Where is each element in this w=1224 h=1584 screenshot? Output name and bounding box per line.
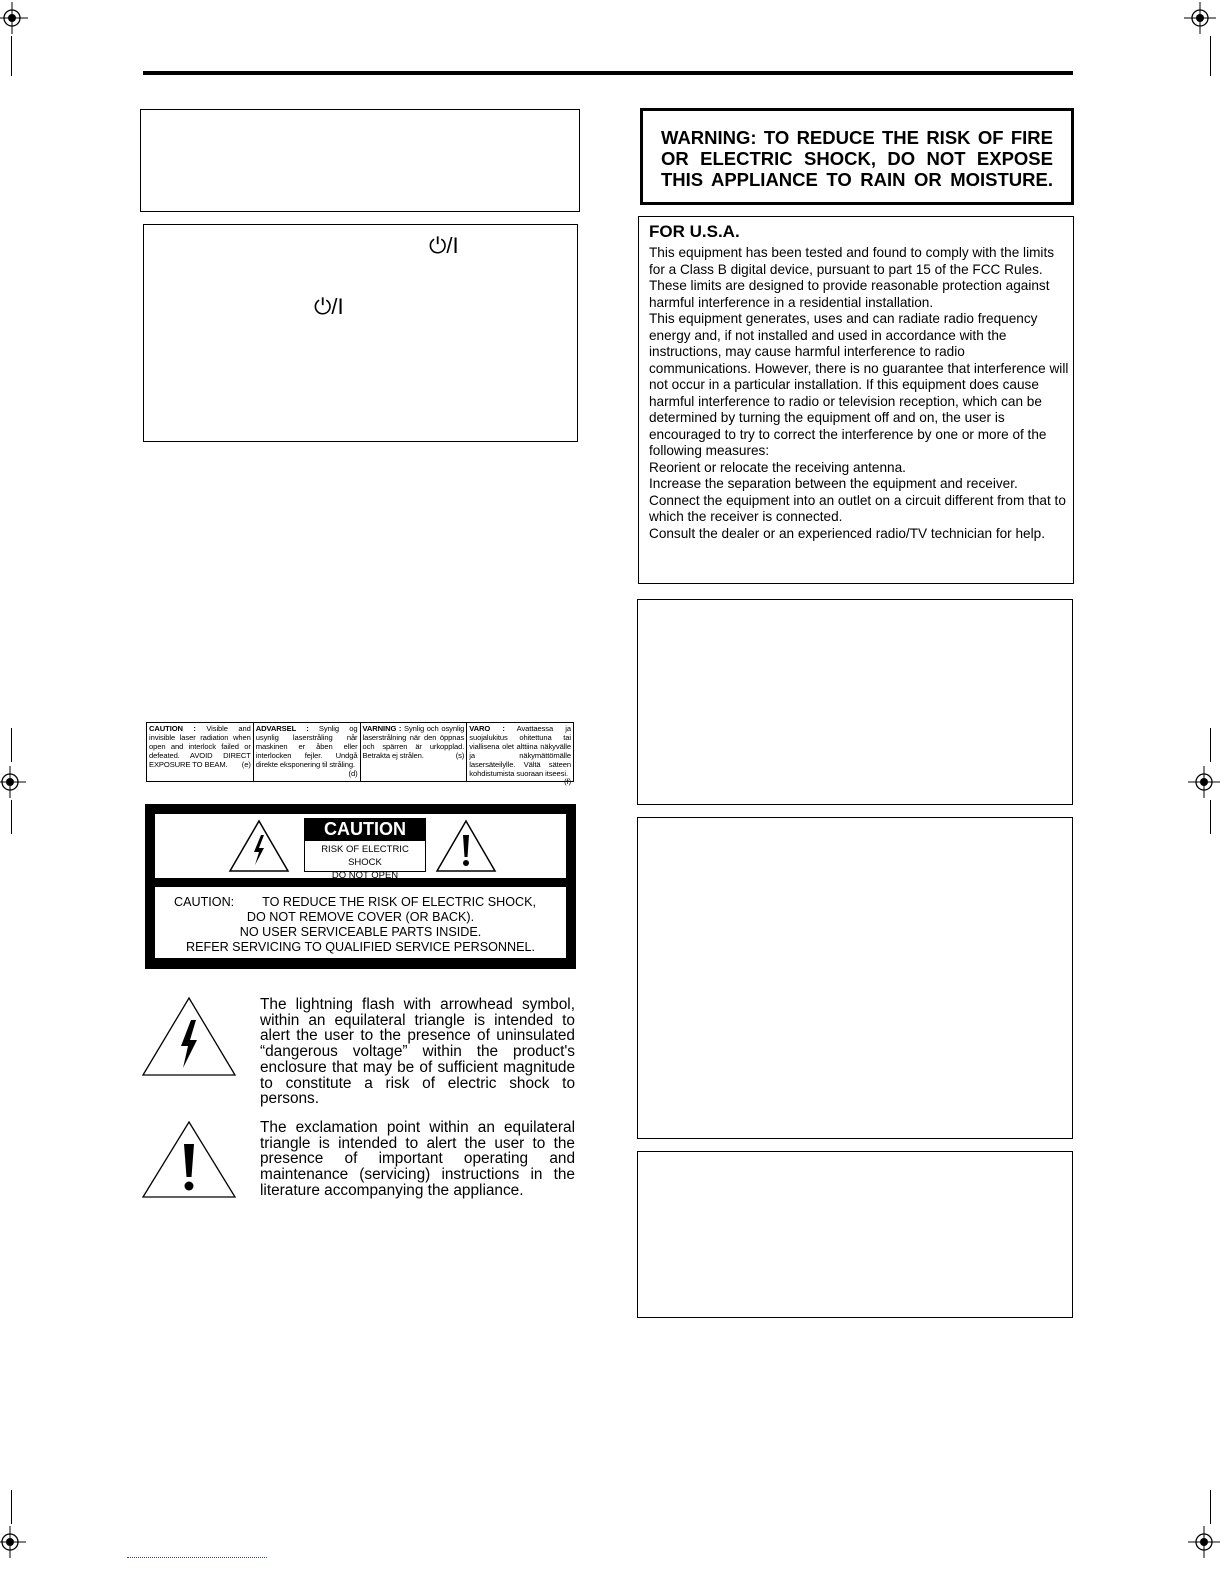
exclamation-triangle-icon — [141, 1120, 237, 1200]
laser-cell-danish: ADVARSEL : Synlig og usynlig laserstråling når maskinen er åben eller interlocken fejler. Undgå direkte eksponering til stråling. (d) — [254, 723, 361, 781]
notice-box-2 — [637, 599, 1073, 805]
crop-mark — [1210, 36, 1211, 76]
laser-warning-label — [146, 722, 574, 787]
caution-body: CAUTION: TO REDUCE THE RISK OF ELECTRIC SHOCK, DO NOT REMOVE COVER (OR BACK). NO USER SERVICEABLE PARTS INSIDE. REFER SERVICING TO QUALIFIED SERVICE PERSONNEL. — [155, 887, 566, 958]
registration-mark-icon — [0, 1526, 26, 1558]
laser-cell-english: CAUTION : Visible and invisible laser radiation when open and interlock failed or defeated. AVOID DIRECT EXPOSURE TO BEAM. (e) — [147, 723, 254, 781]
lightning-triangle-icon — [141, 996, 237, 1078]
power-notice-box — [143, 224, 578, 442]
crop-mark — [1210, 800, 1211, 834]
crop-mark — [1210, 1490, 1211, 1524]
footer-rule — [127, 1557, 267, 1559]
header-rule — [143, 71, 1073, 75]
caution-panel — [145, 804, 576, 969]
crop-mark — [11, 800, 12, 834]
caution-subtitle: RISK OF ELECTRIC SHOCK DO NOT OPEN — [304, 840, 426, 872]
notice-box-3 — [637, 817, 1073, 1139]
fcc-notice-box — [638, 216, 1074, 584]
laser-cell-swedish: VARNING : Synlig och osynlig laserstrålning när den öppnas och spärren är urkopplad. Betrakta ej strålen. (s) — [361, 723, 468, 781]
registration-mark-icon — [1188, 1526, 1220, 1558]
crop-mark — [11, 728, 12, 762]
crop-mark — [11, 36, 12, 76]
warning-box — [640, 108, 1074, 205]
power-symbol: ⏻/I — [314, 294, 344, 319]
fcc-heading: FOR U.S.A. — [649, 222, 740, 241]
caution-label: CAUTION: — [174, 895, 235, 909]
notice-box-4 — [637, 1151, 1073, 1318]
registration-mark-icon — [0, 766, 26, 798]
registration-mark-icon — [0, 2, 28, 34]
fcc-body: This equipment has been tested and found to comply with the limits for a Class B digital device, pursuant to part 15 of the FCC Rules. These limits are designed to provide reasonable protection against harmful interference in a residential installation. This equipment generates, uses and can radiate radio frequency energy and, if not installed and used in accordance with the instructions, may cause harmful interference to radio communications. However, there is no guarantee that interference will not occur in a particular installation. If this equipment does cause harmful interference to radio or television reception, which can be determined by turning the equipment off and on, the user is encouraged to try to correct the interference by one or more of the following measures: Reorient or relocate the receiving antenna. Increase the separation between the equipment and receiver. Connect the equipment into an outlet on a circuit different from that to which the receiver is connected. Consult the dealer or an experienced radio/TV technician for help. — [649, 245, 1069, 541]
laser-cell-finnish: VARO : Avattaessa ja suojalukitus ohitettuna tai viallisena olet alttiina näkyvälle ja näkymättömälle lasersäteilylle. Vältä säteen kohdistumista suoraan itseesi. (f) — [469, 724, 572, 787]
caution-title: CAUTION — [304, 818, 426, 840]
registration-mark-icon — [1184, 2, 1216, 34]
crop-mark — [1210, 728, 1211, 762]
exclamation-explanation: The exclamation point within an equilateral triangle is intended to alert the user to the presence of important operating and maintenance (servicing) instructions in the literature accompanying the appliance. — [260, 1119, 575, 1199]
exclamation-triangle-icon — [435, 819, 497, 873]
lightning-triangle-icon — [228, 819, 290, 873]
crop-mark — [11, 1490, 12, 1524]
warning-text: WARNING: TO REDUCE THE RISK OF FIRE OR ELECTRIC SHOCK, DO NOT EXPOSE THIS APPLIANCE TO RAIN OR MOISTURE. — [661, 127, 1053, 190]
power-symbol: ⏻/I — [429, 233, 459, 258]
registration-mark-icon — [1188, 766, 1220, 798]
caution-header — [155, 814, 566, 881]
notice-box-1 — [140, 109, 580, 212]
lightning-explanation: The lightning flash with arrowhead symbol, within an equilateral triangle is intended to alert the user to the presence of uninsulated “dangerous voltage” within the product's enclosure that may be of sufficient magnitude to constitute a risk of electric shock to persons. — [260, 996, 575, 1108]
